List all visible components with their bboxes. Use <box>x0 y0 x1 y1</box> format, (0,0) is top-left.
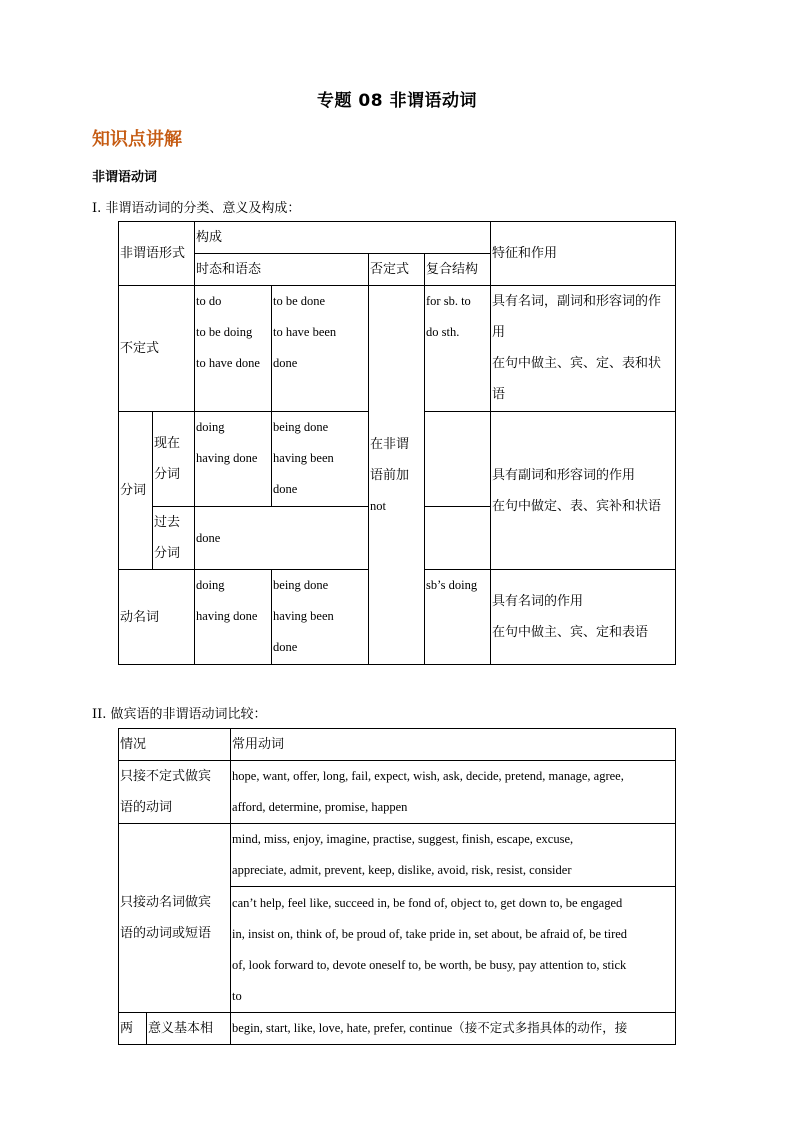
infinitive-compound: for sb. to do sth. <box>425 286 491 412</box>
object-verbs-table <box>118 728 676 1045</box>
page-title: 专题 08 非谓语动词 <box>317 91 477 111</box>
gerund-only-verbs: mind, miss, enjoy, imagine, practise, suggest, finish, escape, excuse, appreciate, admit, prevent, keep, dislike, avoid, risk, resist, consider <box>231 824 676 887</box>
part2-heading: II. 做宾语的非谓语动词比较： <box>92 707 267 722</box>
present-participle-passive: being done having been done <box>272 412 369 507</box>
present-participle-compound <box>425 412 491 507</box>
header-negative: 否定式 <box>369 254 425 286</box>
gerund-feature: 具有名词的作用 在句中做主、宾、定和表语 <box>491 570 676 665</box>
past-participle-form: done <box>195 507 369 570</box>
infinitive-active-forms: to do to be doing to have done <box>195 286 272 412</box>
gerund-active: doing having done <box>195 570 272 665</box>
participle-feature: 具有副词和形容词的作用 在句中做定、表、宾补和状语 <box>491 412 676 570</box>
header-feature: 特征和作用 <box>491 222 676 286</box>
infinitive-only-verbs: hope, want, offer, long, fail, expect, wish, ask, decide, pretend, manage, agree, afford, determine, promise, happen <box>231 761 676 824</box>
header-compound: 复合结构 <box>425 254 491 286</box>
header-case: 情况 <box>119 729 231 761</box>
both-case-label: 两 <box>119 1013 147 1045</box>
past-participle-label: 过去 分词 <box>153 507 195 570</box>
gerund-only-phrases: can’t help, feel like, succeed in, be fond of, object to, get down to, be engaged in, insist on, think of, be proud of, take pride in, set about, be afraid of, be tired of, look forward to, devote oneself to, be worth, be busy, pay attention to, stick to <box>231 887 676 1013</box>
header-tense-voice: 时态和语态 <box>195 254 369 286</box>
past-participle-compound <box>425 507 491 570</box>
both-case-meaning: 意义基本相 <box>147 1013 231 1045</box>
present-participle-active: doing having done <box>195 412 272 507</box>
infinitive-passive-forms: to be done to have been done <box>272 286 369 412</box>
gerund-only-case: 只接动名词做宾 语的动词或短语 <box>119 824 231 1013</box>
infinitive-feature: 具有名词，副词和形容词的作 用 在句中做主、宾、定、表和状 语 <box>491 286 676 412</box>
header-form: 非谓语形式 <box>119 222 195 286</box>
present-participle-label: 现在 分词 <box>153 412 195 507</box>
infinitive-only-case: 只接不定式做宾 语的动词 <box>119 761 231 824</box>
gerund-passive: being done having been done <box>272 570 369 665</box>
part1-heading: I. 非谓语动词的分类、意义及构成： <box>92 201 301 216</box>
sub-heading: 非谓语动词 <box>92 170 158 185</box>
header-structure: 构成 <box>195 222 491 254</box>
infinitive-label: 不定式 <box>119 286 195 412</box>
both-verbs: begin, start, like, love, hate, prefer, continue（接不定式多指具体的动作，接 <box>231 1013 676 1045</box>
section-heading: 知识点讲解 <box>92 129 182 150</box>
gerund-compound: sb’s doing <box>425 570 491 665</box>
gerund-label: 动名词 <box>119 570 195 665</box>
negative-rule: 在非谓 语前加 not <box>369 286 425 665</box>
participle-label: 分词 <box>119 412 153 570</box>
header-verbs: 常用动词 <box>231 729 676 761</box>
nonfinite-forms-table <box>118 221 676 665</box>
